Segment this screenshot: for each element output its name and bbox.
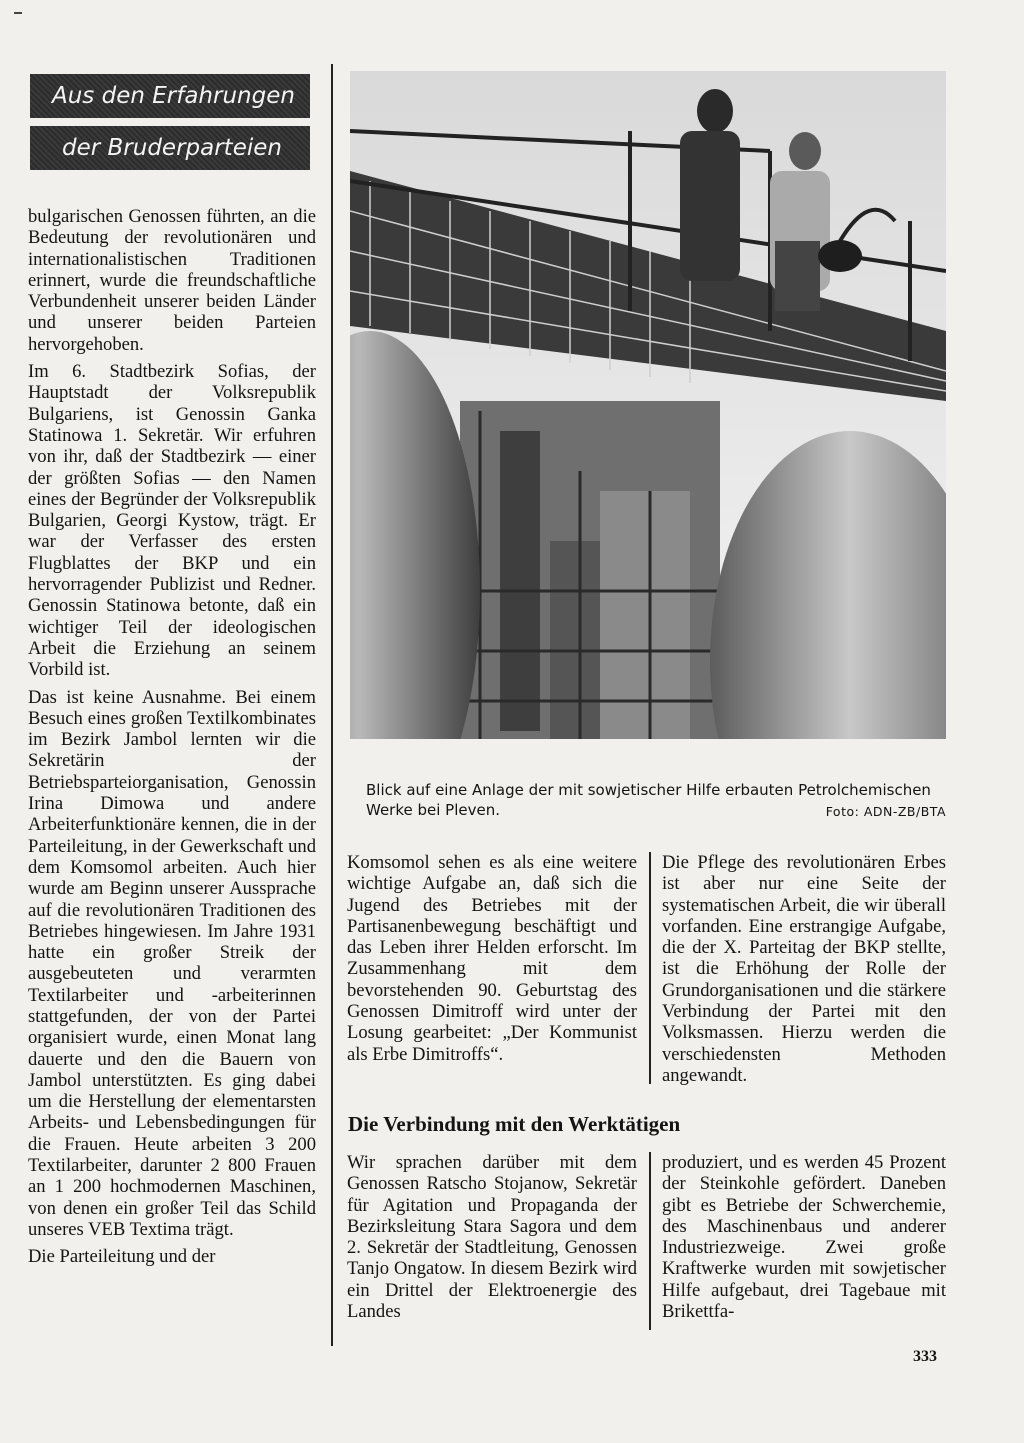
column-rule-left — [331, 64, 333, 1346]
section-heading: Die Verbindung mit den Werktätigen — [348, 1112, 681, 1136]
corner-mark — [14, 12, 22, 14]
left-column — [28, 206, 316, 1274]
middle-lower-column — [347, 1152, 637, 1328]
middle-upper-paragraph: Komsomol sehen es als eine weitere wichtige Aufgabe an, daß sich die Jugend des Betriebes mit der Partisanenbewegung beschäftigt und das Leben ihrer Helden erforscht. Im Zusammenhang mit dem bevorstehenden 90. Geburtstag des Genossen Dimitroff wird unter der Losung gearbeitet: „Der Kommunist als Erbe Dimitroffs“. — [347, 852, 637, 1065]
middle-upper-column — [347, 852, 637, 1071]
photo-caption: Blick auf eine Anlage der mit sowjetischer Hilfe erbauten Petrolchemischen Werke bei Pleven. — [366, 781, 931, 819]
right-upper-paragraph: Die Pflege des revolutionären Erbes ist aber nur eine Seite der systematischen Arbeit, die wir überall vorfanden. Eine erstrangige Aufgabe, die der X. Parteitag der BKP stellte, ist die Erhöhung der Rolle der Grundorganisationen und die stärkere Verbindung der Partei mit den Volksmassen. Hierzu werden die verschiedensten Methoden angewandt. — [662, 852, 946, 1086]
right-lower-paragraph: produziert, und es werden 45 Prozent der Steinkohle gefördert. Daneben gibt es Betriebe der Schwerchemie, des Maschinenbaus und anderer Industriezweige. Zwei große Kraftwerke wurden mit sowjetischer Hilfe aufgebaut, drei Tagebaue mit Brikettfa- — [662, 1152, 946, 1323]
left-paragraph-2: Im 6. Stadtbezirk Sofias, der Hauptstadt der Volksrepublik Bulgariens, ist Genossin Ganka Statinowa 1. Sekretär. Wir erfuhren von ihr, daß der Stadtbezirk — einer der größten Sofias — den Namen eines der Begründer der Volksrepublik Bulgarien, Georgi Kystow, trägt. Er war der Verfasser des ersten Flugblattes der BKP und ein hervorragender Publizist und Redner. Genossin Statinowa betonte, daß ein wichtiger Teil der ideologischen Arbeit die Erziehung an seinem Vorbild ist. — [28, 361, 316, 681]
page-number: 333 — [913, 1348, 937, 1365]
section-banner-line2: der Bruderparteien — [30, 126, 310, 170]
photo-image — [350, 71, 946, 739]
section-banner-line1: Aus den Erfahrungen — [30, 74, 310, 118]
left-paragraph-4: Die Parteileitung und der — [28, 1246, 216, 1268]
right-lower-column — [662, 1152, 946, 1328]
photo-petrochemical-plant — [350, 71, 946, 739]
photo-credit: Foto: ADN-ZB/BTA — [825, 804, 946, 819]
left-paragraph-3: Das ist keine Ausnahme. Bei einem Besuch eines großen Textilkombinates im Bezirk Jambol lernten wir die Sekretärin der Betriebsparteiorganisation, Genossin Irina Dimowa und andere Arbeiterfunktionäre kennen, die in der Parteileitung, in der Gewerkschaft und dem Komsomol arbeiten. Auch hier wurde am Beginn unserer Aussprache auf die revolutionären Traditionen des Betriebes hingewiesen. Im Jahre 1931 hatte ein großer Streik der ausgebeuteten und verarmten Textilarbeiter und -arbeiterinnen stattgefunden, der von der Partei organisiert wurde, einen Monat lang dauerte und den die Bauern von Jambol unterstützten. Es ging dabei um die Herstellung der elementarsten Arbeits- und Lebensbedingungen für die Frauen. Heute arbeiten 3 200 Textilarbeiter, darunter 2 800 Frauen an 1 200 hochmodernen Maschinen, von denen ein großer Teil das Schild unseres VEB Textima trägt. — [28, 686, 316, 1240]
middle-lower-paragraph: Wir sprachen darüber mit dem Genossen Ratscho Stojanow, Sekretär für Agitation und Propaganda der Bezirksleitung Stara Sagora und dem 2. Sekretär der Stadtleitung, Genossen Tanjo Ongatow. In diesem Bezirk wird ein Drittel der Elektroenergie des Landes — [347, 1152, 637, 1323]
column-rule-lower — [649, 1152, 651, 1330]
column-rule-upper — [649, 852, 651, 1084]
left-paragraph-1: bulgarischen Genossen führten, an die Bedeutung der revolutionären und internationalistischen Traditionen erinnert, wurde die freundschaftliche Verbundenheit unserer beiden Länder und unserer beiden Parteien hervorgehoben. — [28, 206, 316, 355]
right-upper-column — [662, 852, 946, 1092]
